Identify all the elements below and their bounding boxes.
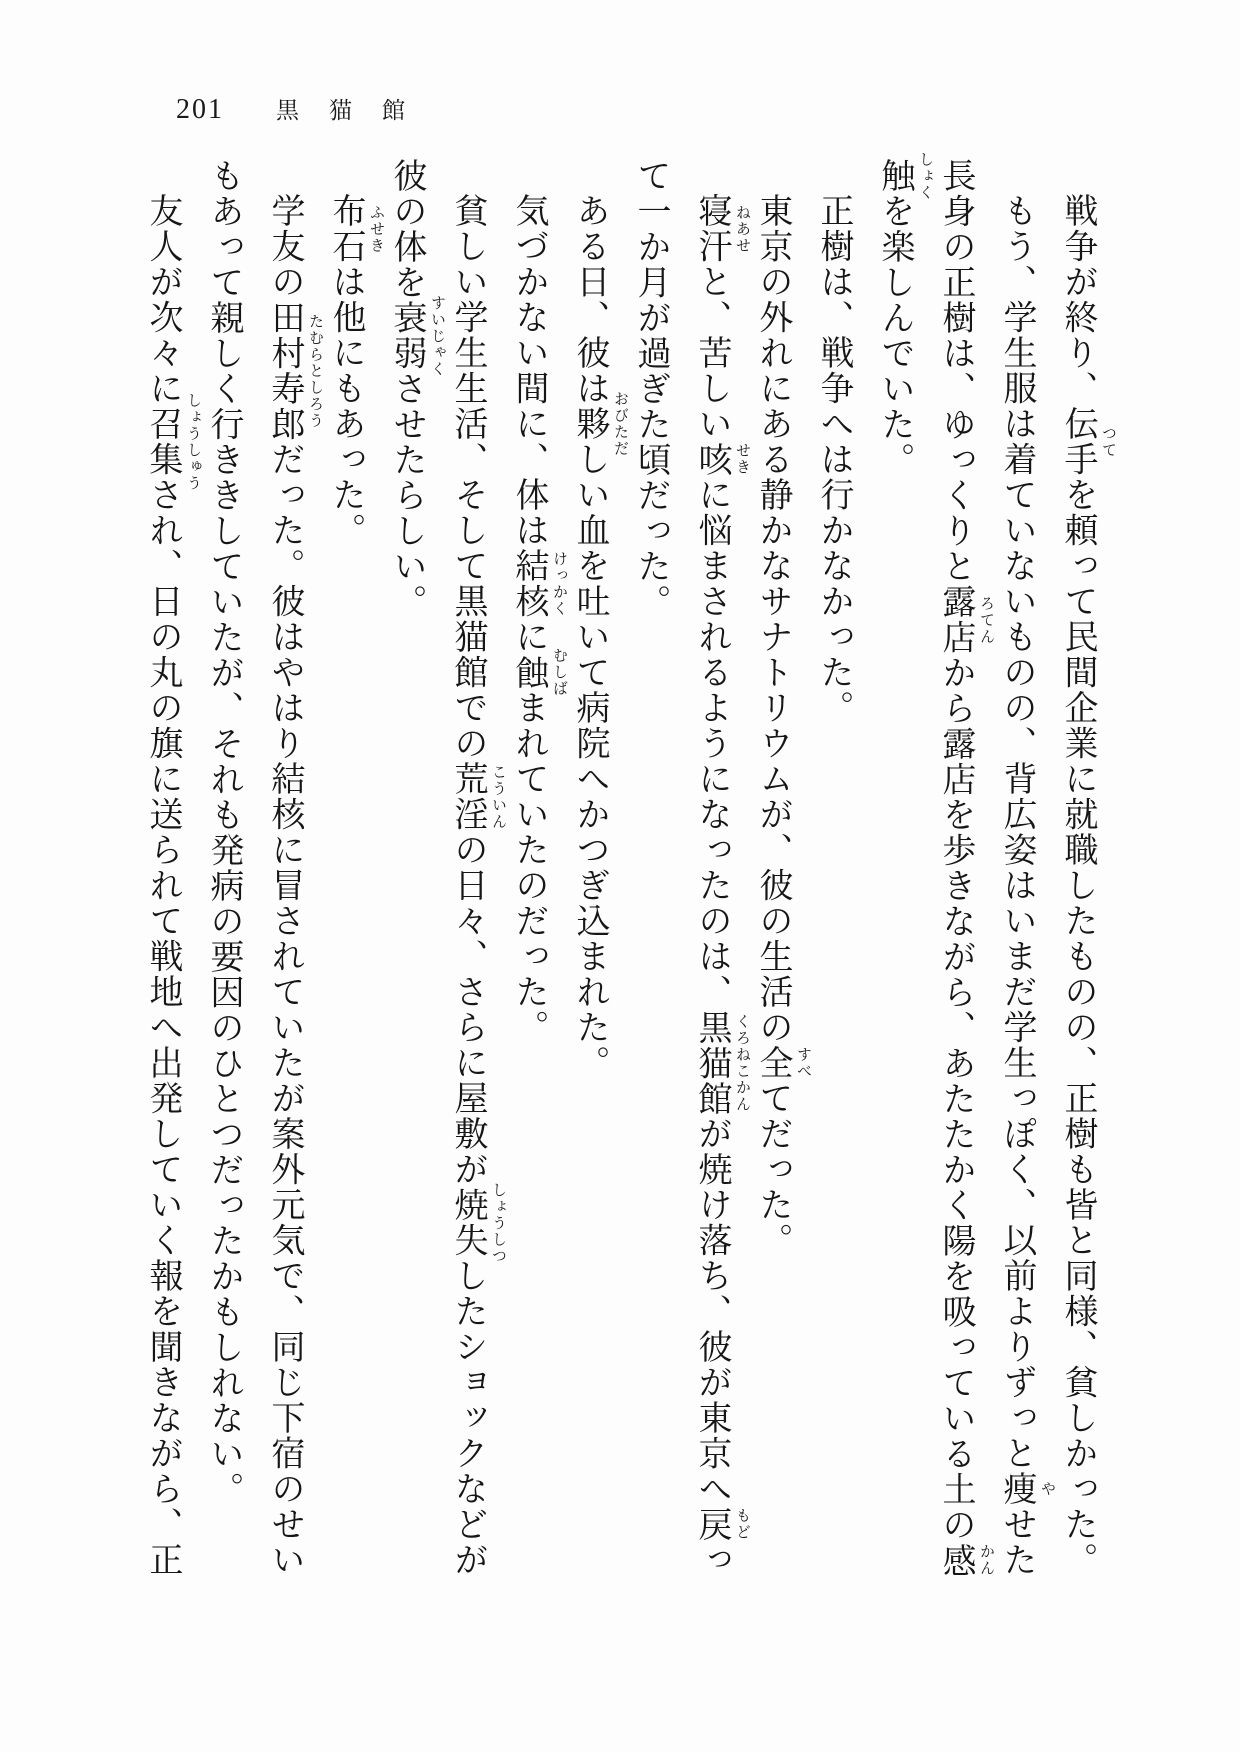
furigana: たむらとしろう	[307, 312, 323, 429]
text-body	[132, 151, 1116, 1582]
furigana: ふせき	[368, 203, 384, 254]
ruby-base-text: 咳 せき	[693, 441, 750, 477]
ruby-base-text: 結核 けっかく	[510, 548, 567, 619]
ruby-base-text: 触 しょく	[876, 151, 933, 201]
ruby-base-text: 痩 や	[998, 1471, 1055, 1507]
furigana: しょうしゅう	[185, 392, 201, 491]
furigana: おびただ	[612, 390, 628, 457]
furigana: ろてん	[978, 594, 994, 645]
ruby-base-text: 伝手 つて	[1059, 406, 1116, 477]
paragraph: 寝汗 ねあせ と、苦しい咳 せき に悩まされるようになったのは、黒猫館 くろねこかん が焼け落ち、彼が東京へ戻 もど って一か月が過ぎた頃だった。	[632, 158, 750, 1578]
ruby-base-text: 召集 しょうしゅう	[144, 392, 201, 491]
ruby-base-text: 蝕 むしば	[510, 647, 567, 697]
paragraph: 学友の田村寿郎 たむらとしろう だった。彼はやはり結核に冒されていたが案外元気で、同じ下宿のせいもあって親しく行ききしていたが、それも発病の要因のひとつだったかもしれない。	[205, 158, 323, 1578]
ruby-base-text: 荒淫 こういん	[449, 761, 506, 832]
furigana: けっかく	[551, 550, 567, 617]
ruby-base-text: 全 すべ	[754, 1045, 811, 1081]
ruby-base-text: 感 かん	[937, 1542, 994, 1578]
furigana: すべ	[795, 1046, 811, 1080]
ruby-base-text: 衰弱 すいじゃく	[388, 294, 445, 377]
running-head	[176, 92, 435, 126]
paragraph: もう、学生服は着ていないものの、背広姿はいまだ学生っぽく、以前よりずっと痩 や せた長身の正樹は、ゆっくりと露店 ろてん から露店を歩きながら、あたたかく陽を吸っている土の感 かん 触 しょく を楽しんでいた。	[876, 151, 1055, 1578]
ruby-base-text: 戻 もど	[693, 1506, 750, 1542]
paragraph: 正樹は、戦争へは行かなかった。	[815, 193, 852, 726]
furigana: しょく	[917, 151, 933, 201]
book-title: 黒猫館	[276, 98, 435, 123]
furigana: こういん	[490, 763, 506, 830]
ruby-base-text: 露店 ろてん	[937, 584, 994, 655]
furigana: つて	[1100, 425, 1116, 458]
ruby-base-text: 田村寿郎 たむらとしろう	[266, 299, 323, 442]
furigana: や	[1039, 1480, 1055, 1497]
furigana: もど	[734, 1507, 750, 1541]
paragraph: 気づかない間に、体は結核 けっかく に蝕 むしば まれていたのだった。	[510, 193, 567, 1045]
paragraph: 貧しい学生生活、そして黒猫館での荒淫 こういん の日々、さらに屋敷が焼失 しょうしつ したショックなどが彼の体を衰弱 すいじゃく させたらしい。	[388, 158, 506, 1578]
ruby-base-text: 焼失 しょうしつ	[449, 1181, 506, 1264]
paragraph: 布石 ふせき は他にもあった。	[327, 193, 384, 548]
furigana: せき	[734, 442, 750, 476]
paragraph: 戦争が終り、伝手 つて を頼って民間企業に就職したものの、正樹も皆と同様、貧しかった。	[1059, 193, 1116, 1578]
furigana: かん	[978, 1543, 994, 1577]
furigana: すいじゃく	[429, 294, 445, 377]
furigana: ねあせ	[734, 203, 750, 254]
ruby-base-text: 夥 おびただ	[571, 390, 628, 457]
page-number: 201	[176, 94, 224, 125]
ruby-base-text: 布石 ふせき	[327, 193, 384, 264]
paragraph: ある日、彼は夥 おびただ しい血を吐いて病院へかつぎ込まれた。	[571, 193, 628, 1081]
ruby-base-text: 黒猫館 くろねこかん	[693, 1009, 750, 1116]
ruby-base-text: 寝汗 ねあせ	[693, 193, 750, 264]
furigana: しょうしつ	[490, 1181, 506, 1264]
furigana: くろねこかん	[734, 1013, 750, 1113]
paragraph: 友人が次々に召集 しょうしゅう され、日の丸の旗に送られて戦地へ出発していく報を聞きながら、正	[144, 193, 201, 1578]
furigana: むしば	[551, 647, 567, 697]
paragraph: 東京の外れにある静かなサナトリウムが、彼の生活の全 すべ てだった。	[754, 193, 811, 1258]
